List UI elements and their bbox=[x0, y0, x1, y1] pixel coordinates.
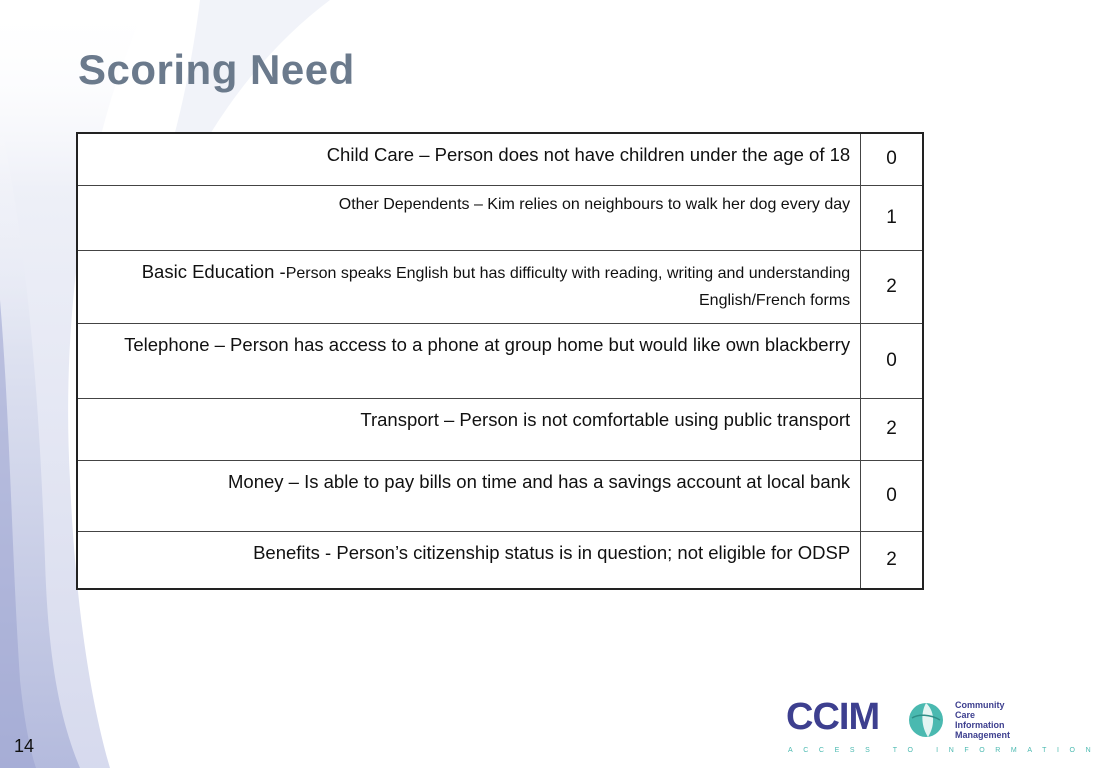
logo-tagline: ACCESS TO INFORMATION bbox=[788, 747, 1101, 754]
description-lead: Basic Education - bbox=[141, 260, 286, 282]
page-number: 14 bbox=[14, 736, 35, 756]
description-text: Benefits - Person’s citizenship status is in question; not eligible for ODSP bbox=[253, 541, 851, 563]
row-description bbox=[77, 460, 861, 531]
scoring-table bbox=[76, 132, 924, 590]
row-description bbox=[77, 398, 861, 460]
row-description bbox=[77, 133, 861, 185]
table-row bbox=[77, 398, 923, 460]
row-score: 0 bbox=[861, 323, 923, 398]
logo-line: Information bbox=[955, 720, 1005, 730]
description-text: Other Dependents – Kim relies on neighbours to walk her dog every day bbox=[338, 195, 851, 213]
row-description bbox=[77, 185, 861, 250]
description-text: Telephone – Person has access to a phone at group home but would like own blackberry bbox=[124, 333, 851, 355]
row-score: 2 bbox=[861, 250, 923, 323]
logo-subtitle bbox=[955, 700, 1010, 740]
row-score: 2 bbox=[861, 531, 923, 589]
description-rest: Person speaks English but has difficulty with reading, writing and understanding English/French forms bbox=[285, 264, 851, 309]
table-row bbox=[77, 250, 923, 323]
row-score: 1 bbox=[861, 185, 923, 250]
table-row bbox=[77, 323, 923, 398]
table-row bbox=[77, 185, 923, 250]
table-row bbox=[77, 133, 923, 185]
description-text: Child Care – Person does not have children under the age of 18 bbox=[326, 144, 851, 165]
row-score: 0 bbox=[861, 133, 923, 185]
row-score: 0 bbox=[861, 460, 923, 531]
row-description bbox=[77, 250, 861, 323]
logo-line: Care bbox=[955, 710, 976, 720]
ccim-logo bbox=[786, 690, 1101, 760]
description-text: Money – Is able to pay bills on time and has a savings account at local bank bbox=[228, 470, 851, 492]
logo-line: Community bbox=[955, 700, 1005, 710]
logo-line: Management bbox=[955, 730, 1011, 740]
table-row bbox=[77, 531, 923, 589]
leaf-globe-icon bbox=[904, 698, 948, 742]
row-score: 2 bbox=[861, 398, 923, 460]
slide-title: Scoring Need bbox=[78, 46, 355, 93]
table-row bbox=[77, 460, 923, 531]
row-description bbox=[77, 323, 861, 398]
logo-wordmark: CCIM bbox=[786, 696, 880, 738]
row-description bbox=[77, 531, 861, 589]
description-text: Transport – Person is not comfortable using public transport bbox=[360, 408, 851, 430]
